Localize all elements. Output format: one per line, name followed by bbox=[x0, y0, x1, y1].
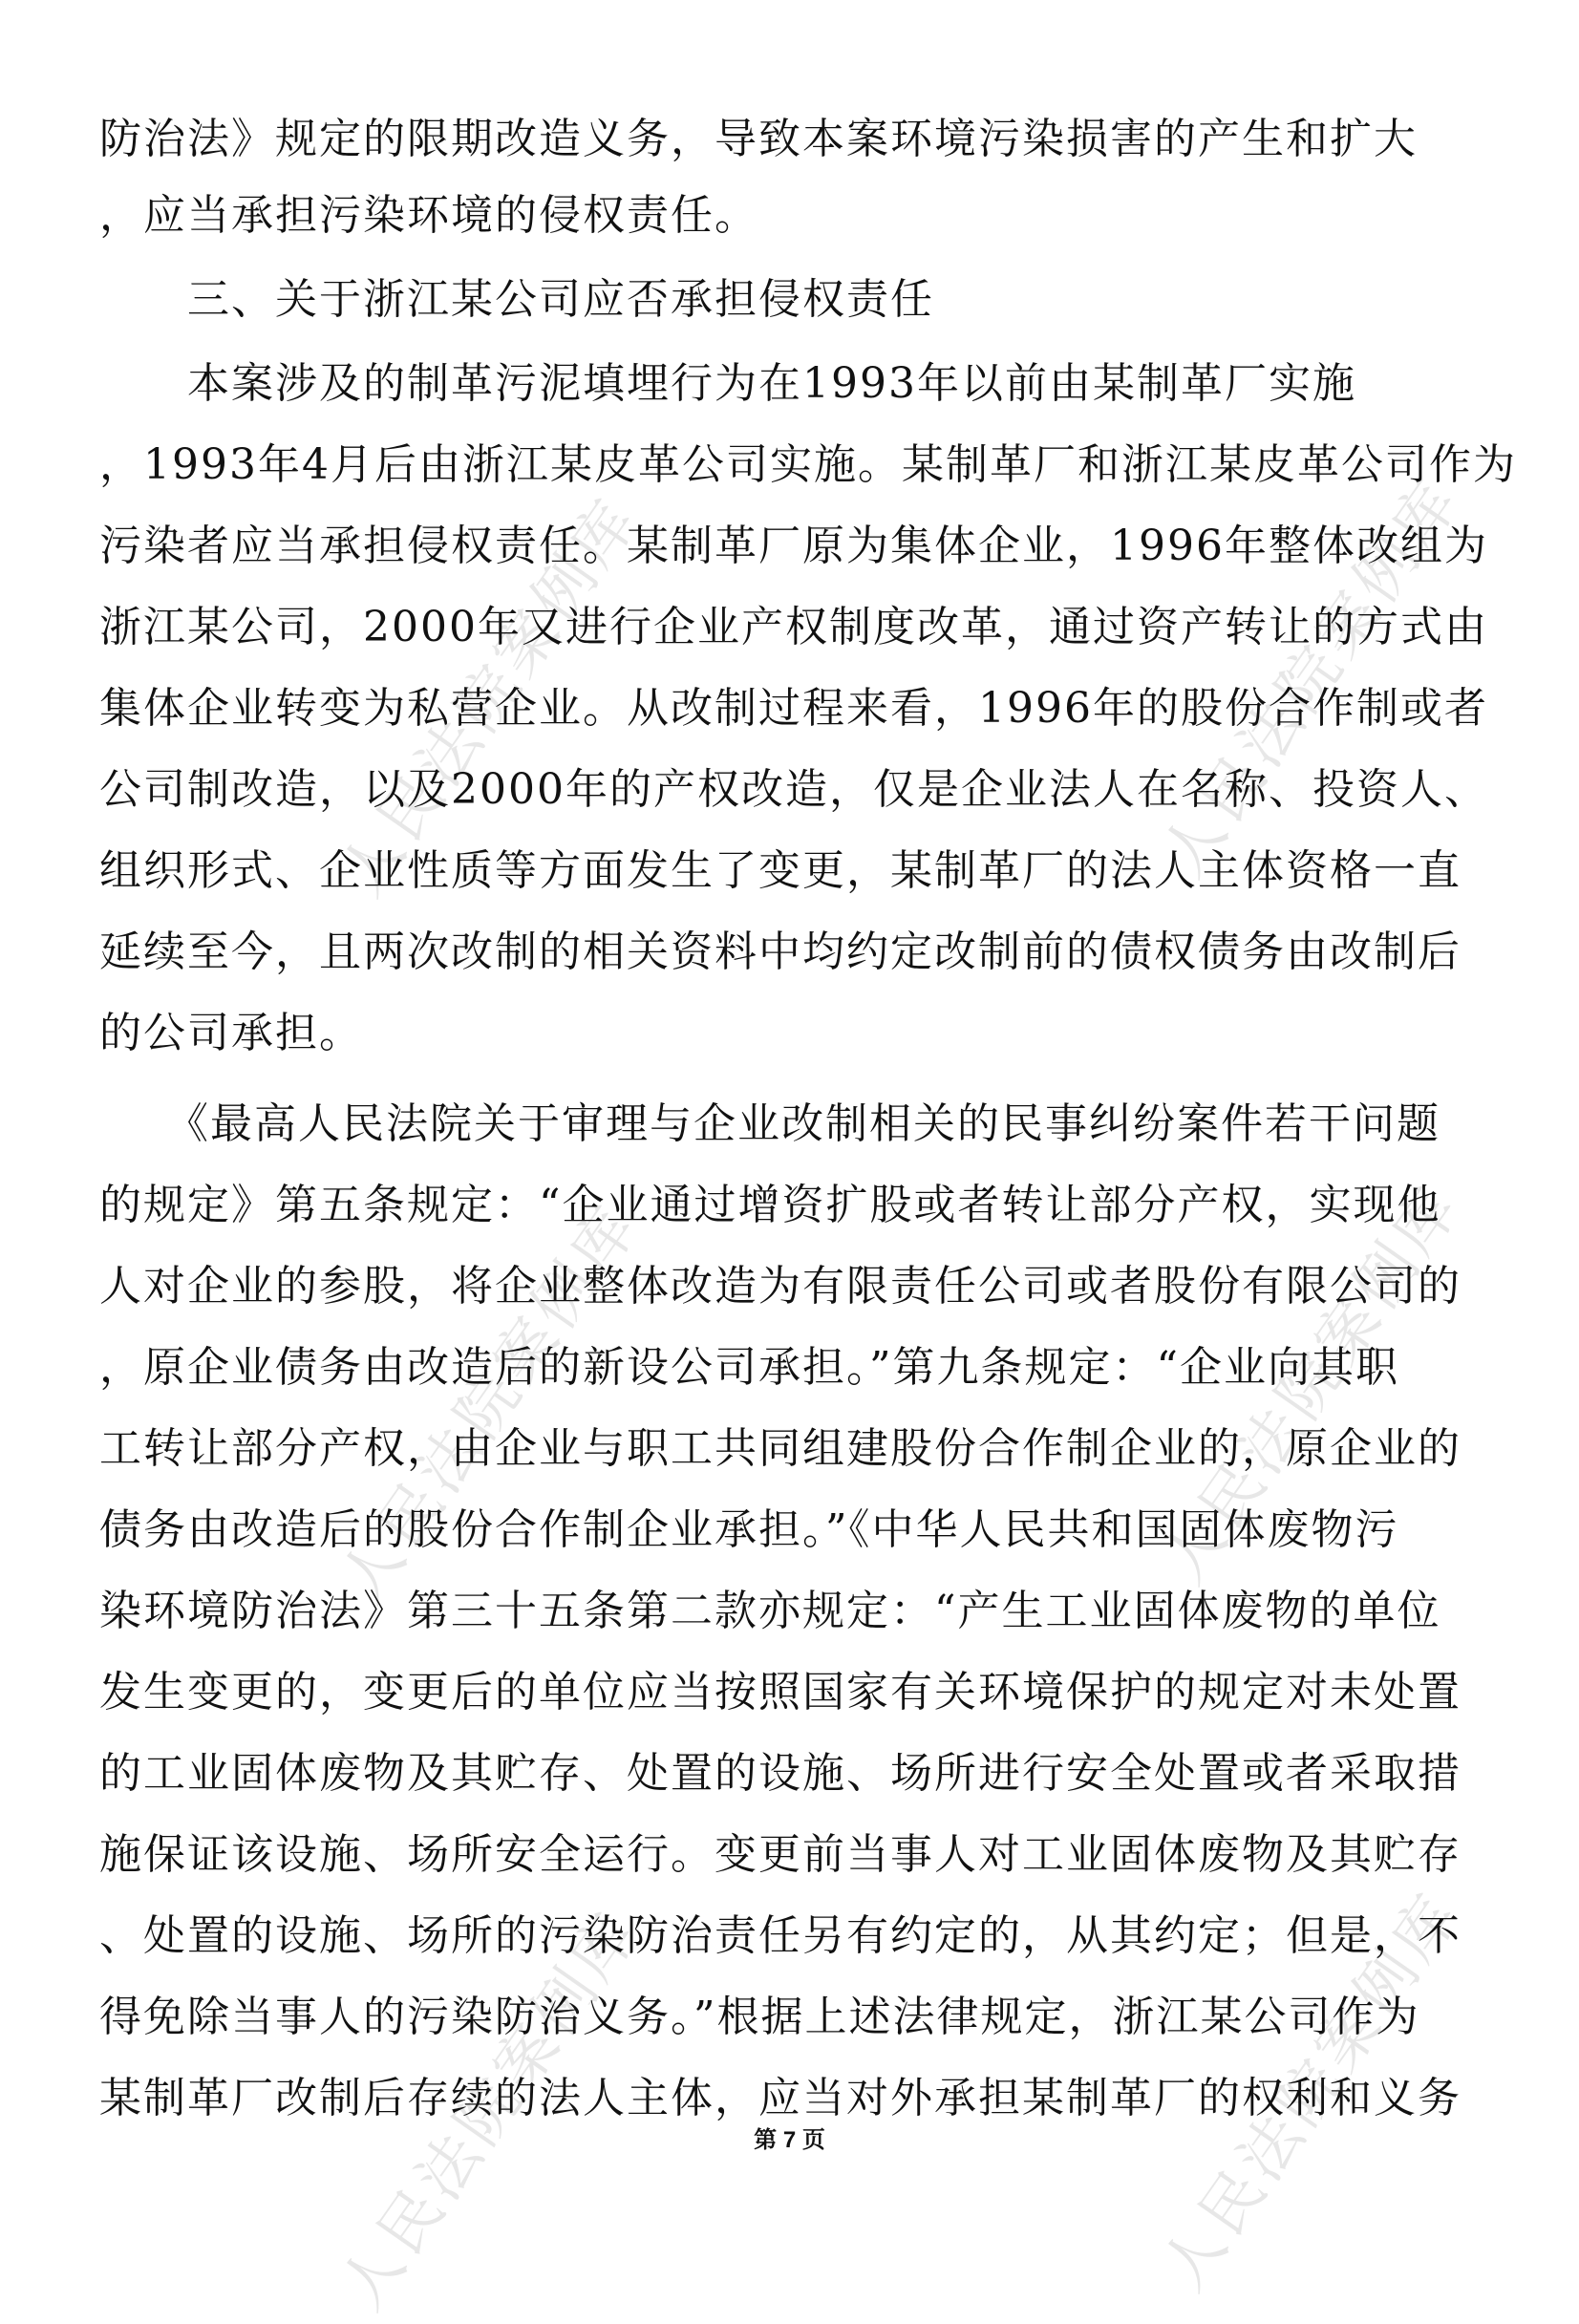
text-line: ，应当承担污染环境的侵权责任。 bbox=[99, 191, 758, 240]
text-line: 浙江某公司，2000年又进行企业产权制度改革，通过资产转让的方式由 bbox=[99, 603, 1488, 651]
text-line: 组织形式、企业性质等方面发生了变更，某制革厂的法人主体资格一直 bbox=[99, 846, 1462, 895]
text-line: 、处置的设施、场所的污染防治责任另有约定的，从其约定；但是，不 bbox=[99, 1911, 1462, 1960]
text-line: 发生变更的，变更后的单位应当按照国家有关环境保护的规定对未处置 bbox=[99, 1668, 1462, 1716]
text-line: 的公司承担。 bbox=[99, 1009, 363, 1057]
text-line: 防治法》规定的限期改造义务，导致本案环境污染损害的产生和扩大 bbox=[99, 115, 1418, 163]
page-number: 第 7 页 bbox=[754, 2127, 825, 2153]
watermark: 人民法院案例库 bbox=[1148, 465, 1475, 890]
text-line: 工转让部分产权，由企业与职工共同组建股份合作制企业的，原企业的 bbox=[99, 1424, 1462, 1473]
text-line: 集体企业转变为私营企业。从改制过程来看，1996年的股份合作制或者 bbox=[99, 684, 1488, 733]
text-line: 得免除当事人的污染防治义务。”根据上述法律规定，浙江某公司作为 bbox=[99, 1993, 1420, 2041]
text-line: 染环境防治法》第三十五条第二款亦规定：“产生工业固体废物的单位 bbox=[99, 1587, 1441, 1635]
watermark: 人民法院案例库 bbox=[1148, 1879, 1475, 2304]
watermark: 人民法院案例库 bbox=[327, 1191, 653, 1616]
watermark: 人民法院案例库 bbox=[327, 1898, 653, 2323]
text-line: 债务由改造后的股份合作制企业承担。”《中华人民共和国固体废物污 bbox=[99, 1505, 1399, 1554]
section-heading: 三、关于浙江某公司应否承担侵权责任 bbox=[99, 275, 934, 324]
text-line: 施保证该设施、场所安全运行。变更前当事人对工业固体废物及其贮存 bbox=[99, 1830, 1462, 1879]
watermark: 人民法院案例库 bbox=[1148, 1172, 1475, 1597]
text-line: 本案涉及的制革污泥填埋行为在1993年以前由某制革厂实施 bbox=[99, 359, 1356, 408]
text-line: ，原企业债务由改造后的新设公司承担。”第九条规定：“企业向其职 bbox=[99, 1343, 1399, 1392]
text-line: 《最高人民法院关于审理与企业改制相关的民事纠纷案件若干问题 bbox=[99, 1099, 1440, 1148]
text-line: 延续至今，且两次改制的相关资料中均约定改制前的债权债务由改制后 bbox=[99, 927, 1462, 976]
text-line: 某制革厂改制后存续的法人主体，应当对外承担某制革厂的权利和义务 bbox=[99, 2074, 1462, 2122]
text-line: 的工业固体废物及其贮存、处置的设施、场所进行安全处置或者采取措 bbox=[99, 1749, 1462, 1798]
text-line: ，1993年4月后由浙江某皮革公司实施。某制革厂和浙江某皮革公司作为 bbox=[99, 440, 1517, 489]
watermark: 人民法院案例库 bbox=[327, 484, 653, 909]
text-line: 污染者应当承担侵权责任。某制革厂原为集体企业，1996年整体改组为 bbox=[99, 522, 1488, 570]
text-line: 的规定》第五条规定：“企业通过增资扩股或者转让部分产权，实现他 bbox=[99, 1181, 1441, 1229]
text-line: 人对企业的参股，将企业整体改造为有限责任公司或者股份有限公司的 bbox=[99, 1262, 1462, 1311]
text-line: 公司制改造，以及2000年的产权改造，仅是企业法人在名称、投资人、 bbox=[99, 765, 1488, 814]
